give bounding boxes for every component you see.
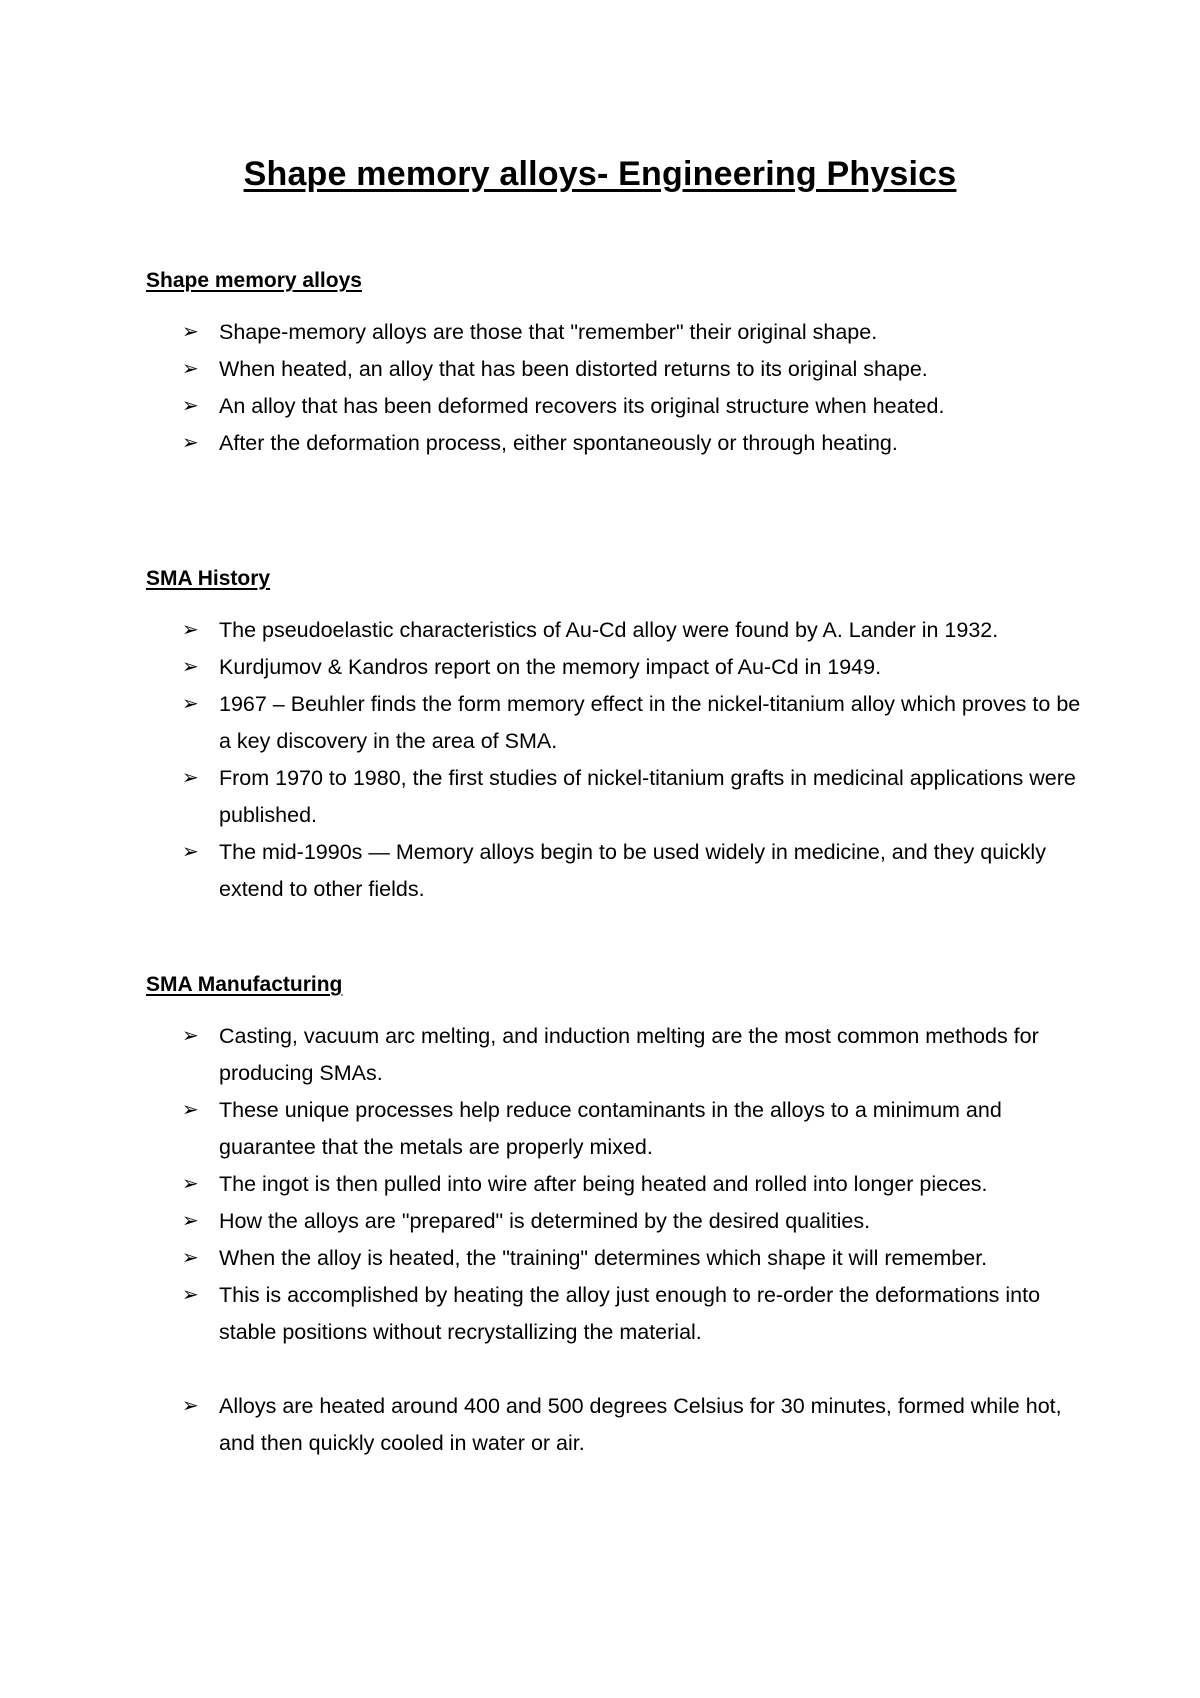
arrow-bullet-icon: ➢ bbox=[182, 656, 199, 678]
list-item-text: Alloys are heated around 400 and 500 degrees Celsius for 30 minutes, formed while hot, and then quickly cooled in water or air. bbox=[219, 1394, 1062, 1455]
list-item bbox=[146, 760, 1086, 834]
list-item-text: When the alloy is heated, the "training" determines which shape it will remember. bbox=[219, 1246, 988, 1270]
section-sma-history bbox=[146, 564, 1086, 908]
list-item-text: 1967 – Beuhler finds the form memory effect in the nickel-titanium alloy which proves to be a key discovery in the area of SMA. bbox=[219, 692, 1081, 753]
list-item-text: Shape-memory alloys are those that "remember" their original shape. bbox=[219, 320, 878, 344]
list-item-text: From 1970 to 1980, the first studies of nickel-titanium grafts in medicinal applications were published. bbox=[219, 766, 1076, 827]
arrow-bullet-icon: ➢ bbox=[182, 619, 199, 641]
bullet-list bbox=[146, 314, 1086, 462]
list-item bbox=[146, 1277, 1086, 1351]
bullet-list bbox=[146, 1018, 1086, 1462]
arrow-bullet-icon: ➢ bbox=[182, 1025, 199, 1047]
arrow-bullet-icon: ➢ bbox=[182, 1173, 199, 1195]
arrow-bullet-icon: ➢ bbox=[182, 1247, 199, 1269]
arrow-bullet-icon: ➢ bbox=[182, 1210, 199, 1232]
list-item-text: The pseudoelastic characteristics of Au-Cd alloy were found by A. Lander in 1932. bbox=[219, 618, 999, 642]
list-item bbox=[146, 612, 1086, 649]
arrow-bullet-icon: ➢ bbox=[182, 1395, 199, 1417]
page-title: Shape memory alloys- Engineering Physics bbox=[243, 155, 957, 193]
list-item bbox=[146, 1240, 1086, 1277]
list-item bbox=[146, 1092, 1086, 1166]
list-item-text: After the deformation process, either spontaneously or through heating. bbox=[219, 431, 898, 455]
list-item bbox=[146, 649, 1086, 686]
list-item-text: When heated, an alloy that has been distorted returns to its original shape. bbox=[219, 357, 928, 381]
list-item bbox=[146, 834, 1086, 908]
section-sma-manufacturing bbox=[146, 970, 1086, 1462]
arrow-bullet-icon: ➢ bbox=[182, 841, 199, 863]
arrow-bullet-icon: ➢ bbox=[182, 693, 199, 715]
list-item bbox=[146, 686, 1086, 760]
arrow-bullet-icon: ➢ bbox=[182, 1099, 199, 1121]
list-item bbox=[146, 1388, 1086, 1462]
list-item bbox=[146, 314, 1086, 351]
list-item bbox=[146, 351, 1086, 388]
arrow-bullet-icon: ➢ bbox=[182, 1284, 199, 1306]
list-item-text: Kurdjumov & Kandros report on the memory impact of Au-Cd in 1949. bbox=[219, 655, 882, 679]
section-heading: SMA Manufacturing bbox=[146, 973, 343, 996]
list-item bbox=[146, 1018, 1086, 1092]
list-item-text: This is accomplished by heating the alloy just enough to re-order the deformations into stable positions without recrystallizing the material. bbox=[219, 1283, 1041, 1344]
list-item-text: The mid-1990s — Memory alloys begin to be used widely in medicine, and they quickly extend to other fields. bbox=[219, 840, 1046, 901]
list-item-text: How the alloys are "prepared" is determined by the desired qualities. bbox=[219, 1209, 871, 1233]
list-item-text: The ingot is then pulled into wire after being heated and rolled into longer pieces. bbox=[219, 1172, 988, 1196]
arrow-bullet-icon: ➢ bbox=[182, 321, 199, 343]
list-item bbox=[146, 1166, 1086, 1203]
list-item bbox=[146, 425, 1086, 462]
section-shape-memory-alloys bbox=[146, 266, 1086, 462]
arrow-bullet-icon: ➢ bbox=[182, 767, 199, 789]
bullet-list bbox=[146, 612, 1086, 908]
arrow-bullet-icon: ➢ bbox=[182, 432, 199, 454]
arrow-bullet-icon: ➢ bbox=[182, 395, 199, 417]
list-item-text: Casting, vacuum arc melting, and induction melting are the most common methods for producing SMAs. bbox=[219, 1024, 1039, 1085]
list-item-text: These unique processes help reduce contaminants in the alloys to a minimum and guarantee that the metals are properly mixed. bbox=[219, 1098, 1002, 1159]
section-heading: Shape memory alloys bbox=[146, 269, 362, 292]
arrow-bullet-icon: ➢ bbox=[182, 358, 199, 380]
list-item bbox=[146, 388, 1086, 425]
list-item-text: An alloy that has been deformed recovers its original structure when heated. bbox=[219, 394, 945, 418]
list-item bbox=[146, 1203, 1086, 1240]
section-heading: SMA History bbox=[146, 567, 271, 590]
